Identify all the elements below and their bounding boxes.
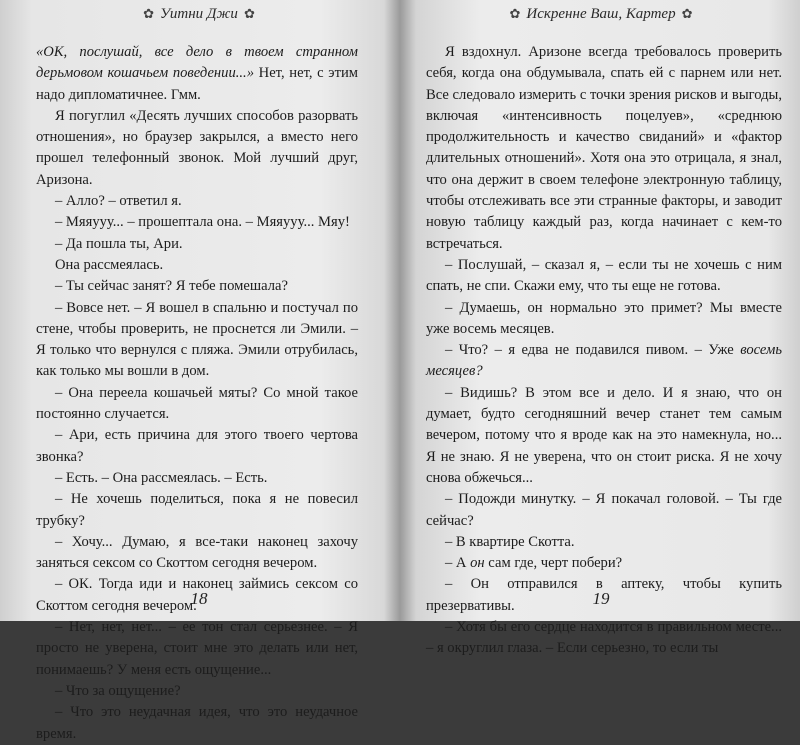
- text-run: – Алло? – ответил я.: [54, 193, 182, 210]
- paragraph: [36, 489, 358, 532]
- text-run: – Что за ощущение?: [54, 682, 181, 699]
- text-run: – Ари, есть причина для этого твоего чертова звонка?: [36, 427, 358, 465]
- text-run: – Думаешь, он нормально это примет? Мы вместе уже восемь месяцев.: [426, 299, 782, 337]
- italic-text: «ОК, послушай, все дело в твоем странном дерьмовом кошачьем поведении...»: [36, 44, 358, 82]
- left-page: [0, 0, 398, 742]
- paragraph: [36, 234, 358, 255]
- paragraph: [36, 191, 358, 212]
- text-run: – Вовсе нет. – Я вошел в спальню и постучал по стене, чтобы проверить, не проснется ли Эмили. – Я только что вернулся с пляжа. Эмили отрубилась, как только мы вошли в дом.: [36, 299, 358, 380]
- text-run: – Послушай, – сказал я, – если ты не хочешь с ним спать, не спи. Скажи ему, что ты еще не готова.: [426, 256, 782, 295]
- left-header-title: Уитни Джи: [160, 6, 238, 22]
- text-run: – В квартире Скотта.: [444, 533, 575, 550]
- text-run: – Он отправился в аптеку, чтобы купить презервативы.: [426, 576, 782, 614]
- text-run: – Она переела кошачьей мяты? Со мной такое постоянно случается.: [36, 384, 358, 423]
- paragraph: [36, 468, 358, 489]
- paragraph: [36, 255, 358, 276]
- ornament-icon: ✿: [509, 6, 521, 21]
- ornament-icon: ✿: [243, 6, 255, 21]
- italic-text: восемь месяцев?: [426, 342, 782, 380]
- paragraph: [36, 532, 358, 575]
- ornament-icon: ✿: [143, 6, 155, 21]
- paragraph: [36, 681, 358, 702]
- text-run: – Да пошла ты, Ари.: [54, 235, 183, 252]
- paragraph: [426, 383, 782, 489]
- text-run: Я погуглил «Десять лучших способов разорвать отношения», но браузер закрылся, а вместо него прошел телефонный звонок. Мой лучший друг, Аризона.: [36, 107, 358, 188]
- paragraph: [426, 298, 782, 341]
- text-run: – Что? – я едва не подавился пивом. – Уже: [444, 342, 741, 359]
- paragraph: [36, 425, 358, 468]
- text-run: Она рассмеялась.: [54, 256, 164, 273]
- text-run: – Не хочешь поделиться, пока я не повесил трубку?: [36, 491, 358, 529]
- paragraph: [36, 212, 358, 233]
- text-run: – Подожди минутку. – Я покачал головой. – Ты где сейчас?: [426, 491, 782, 529]
- paragraph: [426, 617, 782, 660]
- text-run: – Хотя бы его сердце находится в правильном месте... – я округлил глаза. – Если серьезно, то если ты: [426, 619, 782, 657]
- text-run: Я вздохнул. Аризоне всегда требовалось проверить себя, когда она обдумывала, спать ей с парнем или нет. Все следовало измерить с точки зрения рисков и выгоды, включая «интенсивность поцелуев», «среднюю продолжительность и качество свиданий» и «фактор длительных отношений». Хотя она это отрицала, я знал, что она держит в своем телефоне электронную таблицу, чтобы отслеживать все эти странные факторы, и заводит новую таблицу каждый раз, когда начинает с кем-то встречаться.: [426, 44, 782, 252]
- paragraph: [36, 702, 358, 745]
- paragraph: [426, 255, 782, 298]
- paragraph: [36, 617, 358, 681]
- paragraph: [36, 276, 358, 297]
- left-page-body: [36, 42, 358, 745]
- right-page-header: [402, 6, 800, 23]
- right-header-title: Искренне Ваш, Картер: [526, 6, 676, 22]
- text-run: – Что это неудачная идея, что это неудачное время.: [36, 704, 358, 742]
- text-run: – Хочу... Думаю, я все-таки наконец захочу заняться сексом со Скоттом сегодня вечером.: [36, 533, 358, 572]
- italic-text: он: [470, 555, 485, 572]
- text-run: – ОК. Тогда иди и наконец займись сексом со Скоттом сегодня вечером.: [36, 576, 358, 614]
- left-page-number: 18: [190, 589, 208, 608]
- left-page-header: [0, 6, 398, 23]
- paragraph: [426, 532, 782, 553]
- paragraph: [426, 489, 782, 532]
- paragraph: [36, 42, 358, 106]
- text-run: – Ты сейчас занят? Я тебе помешала?: [54, 278, 288, 295]
- right-page: [402, 0, 800, 657]
- right-page-number: 19: [592, 589, 610, 608]
- paragraph: [426, 553, 782, 574]
- ornament-icon: ✿: [681, 6, 693, 21]
- text-run: сам где, черт побери?: [484, 555, 623, 572]
- paragraph: [36, 383, 358, 426]
- text-run: – Видишь? В этом все и дело. И я знаю, что он думает, будто сегодняшний вечер станет тем самым вечером, потому что я вроде как на это намекнула, но... Я не знаю. Я не уверена, что он стоит риска. Я не хочу снова обжечься...: [426, 384, 782, 486]
- paragraph: [426, 340, 782, 383]
- text-run: – Нет, нет, нет... – ее тон стал серьезнее. – Я просто не уверена, стоит мне это делать или нет, понимаешь? У меня есть ощущение...: [36, 619, 358, 678]
- paragraph: [36, 106, 358, 191]
- right-page-body: [426, 42, 782, 660]
- text-run: – Есть. – Она рассмеялась. – Есть.: [54, 469, 268, 486]
- paragraph: [36, 298, 358, 383]
- text-run: – Мяяууу... – прошептала она. – Мяяууу... Мяу!: [54, 214, 350, 231]
- text-run: – А: [444, 555, 471, 572]
- paragraph: [426, 42, 782, 255]
- text-run: Нет, нет, с этим надо дипломатичнее. Гмм.: [36, 65, 358, 103]
